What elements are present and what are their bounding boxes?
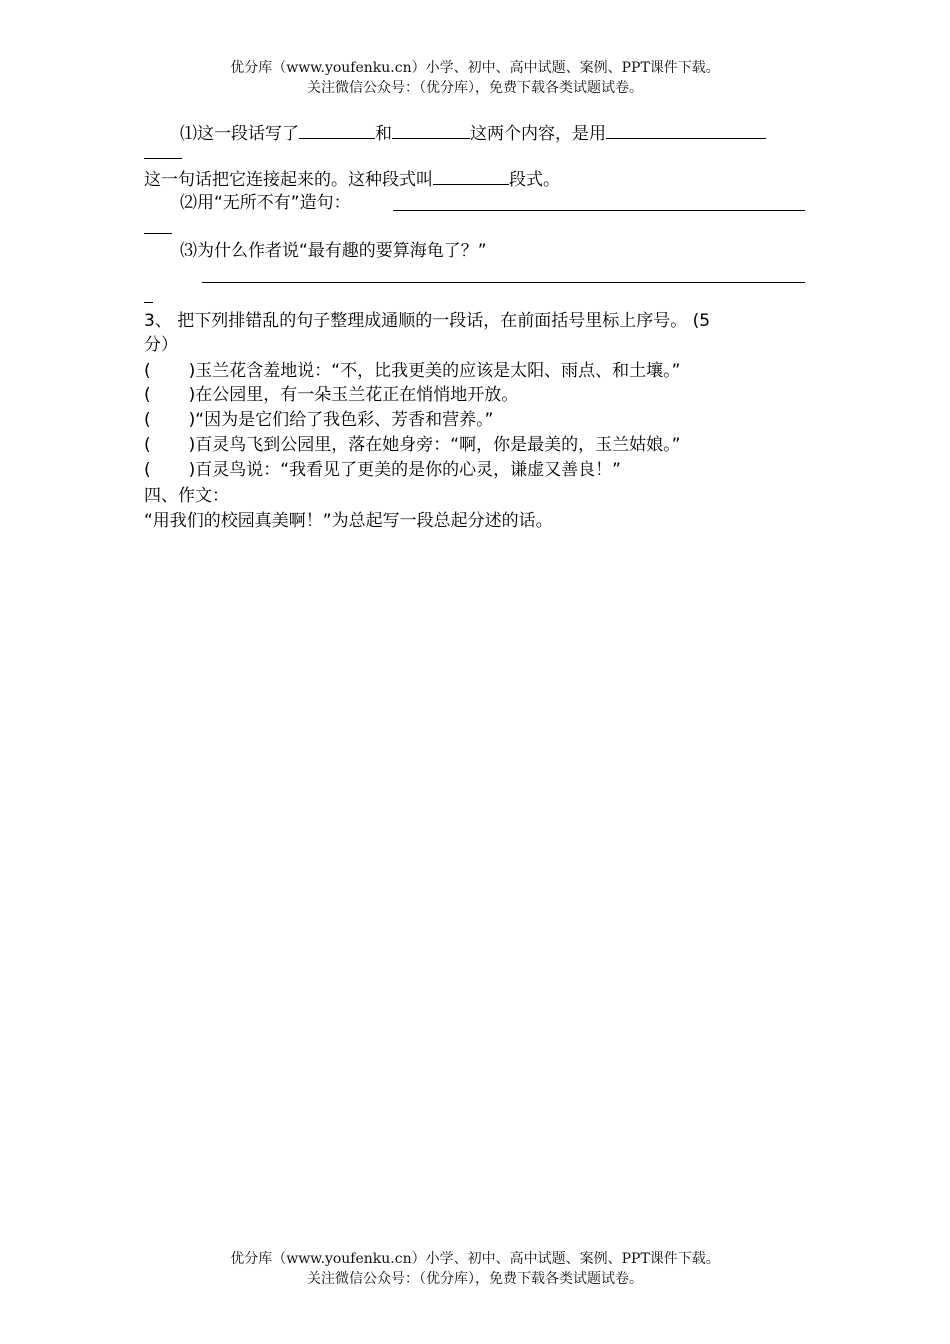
section-3-title-line-1: 3、 把下列排错乱的句子整理成通顺的一段话，在前面括号里标上序号。 (5	[144, 311, 711, 331]
ordering-sentence: 玉兰花含羞地说：“不，比我更美的应该是太阳、雨点、和土壤。”	[195, 361, 681, 381]
question-1-part-1: ⑴这一段话写了	[180, 124, 299, 144]
close-bracket: )	[188, 460, 196, 480]
header-line-2: 关注微信公众号：（优分库），免费下载各类试题试卷。	[307, 80, 643, 96]
ordering-sentence: 百灵鸟飞到公园里，落在她身旁：“啊，你是最美的，玉兰姑娘。”	[195, 435, 681, 455]
header-line-1: 优分库（www.youfenku.cn）小学、初中、高中试题、案例、PPT课件下载。	[230, 60, 720, 76]
ordering-item	[144, 409, 493, 431]
question-3-line	[180, 240, 487, 262]
answer-blank[interactable]	[392, 120, 470, 139]
ordering-sentence: “因为是它们给了我色彩、芳香和营养。”	[195, 410, 494, 430]
composition-prompt	[144, 510, 553, 532]
answer-blank[interactable]	[606, 120, 766, 139]
question-1-line	[180, 120, 766, 145]
question-3-text: ⑶为什么作者说“最有趣的要算海龟了？”	[180, 241, 487, 261]
composition-prompt-text: “用我们的校园真美啊！”为总起写一段总起分述的话。	[144, 511, 553, 531]
answer-line-continuation[interactable]	[144, 233, 172, 234]
open-bracket: (	[144, 361, 151, 381]
open-bracket: (	[144, 435, 151, 455]
section-3-title-line-2: 分）	[144, 335, 178, 355]
answer-blank[interactable]	[433, 166, 509, 185]
question-1-line-2	[144, 166, 560, 191]
section-4-title-text: 四、作文：	[144, 486, 229, 506]
question-1-part-3: 这两个内容，是用	[470, 124, 606, 144]
ordering-item	[144, 434, 680, 456]
footer-line-2: 关注微信公众号：（优分库），免费下载各类试题试卷。	[307, 1271, 643, 1287]
answer-line[interactable]	[393, 210, 805, 211]
open-bracket: (	[144, 385, 151, 405]
question-2-line	[180, 192, 351, 214]
ordering-item	[144, 384, 518, 406]
ordering-sentence: 百灵鸟说：“我看见了更美的是你的心灵，谦虚又善良！”	[195, 460, 621, 480]
answer-blank-continuation[interactable]	[144, 158, 182, 159]
page-header	[0, 58, 950, 98]
question-2-text: ⑵用“无所不有”造句：	[180, 193, 351, 213]
close-bracket: )	[188, 361, 196, 381]
close-bracket: )	[188, 385, 196, 405]
question-1-part-2: 和	[375, 124, 392, 144]
close-bracket: )	[188, 435, 196, 455]
ordering-sentence: 在公园里，有一朵玉兰花正在悄悄地开放。	[195, 385, 519, 405]
close-bracket: )	[188, 410, 196, 430]
ordering-item	[144, 360, 680, 382]
section-4-title	[144, 485, 229, 507]
answer-line[interactable]	[202, 282, 805, 283]
section-3-title-continued	[144, 334, 178, 356]
footer-line-1: 优分库（www.youfenku.cn）小学、初中、高中试题、案例、PPT课件下载。	[230, 1251, 720, 1267]
answer-blank[interactable]	[299, 120, 375, 139]
answer-line-continuation[interactable]	[144, 302, 153, 303]
page-footer	[0, 1249, 950, 1289]
section-3-title	[144, 310, 710, 332]
question-1-part-4: 这一句话把它连接起来的。这种段式叫	[144, 170, 433, 190]
question-1-part-5: 段式。	[509, 170, 560, 190]
open-bracket: (	[144, 460, 151, 480]
open-bracket: (	[144, 410, 151, 430]
ordering-item	[144, 459, 621, 481]
